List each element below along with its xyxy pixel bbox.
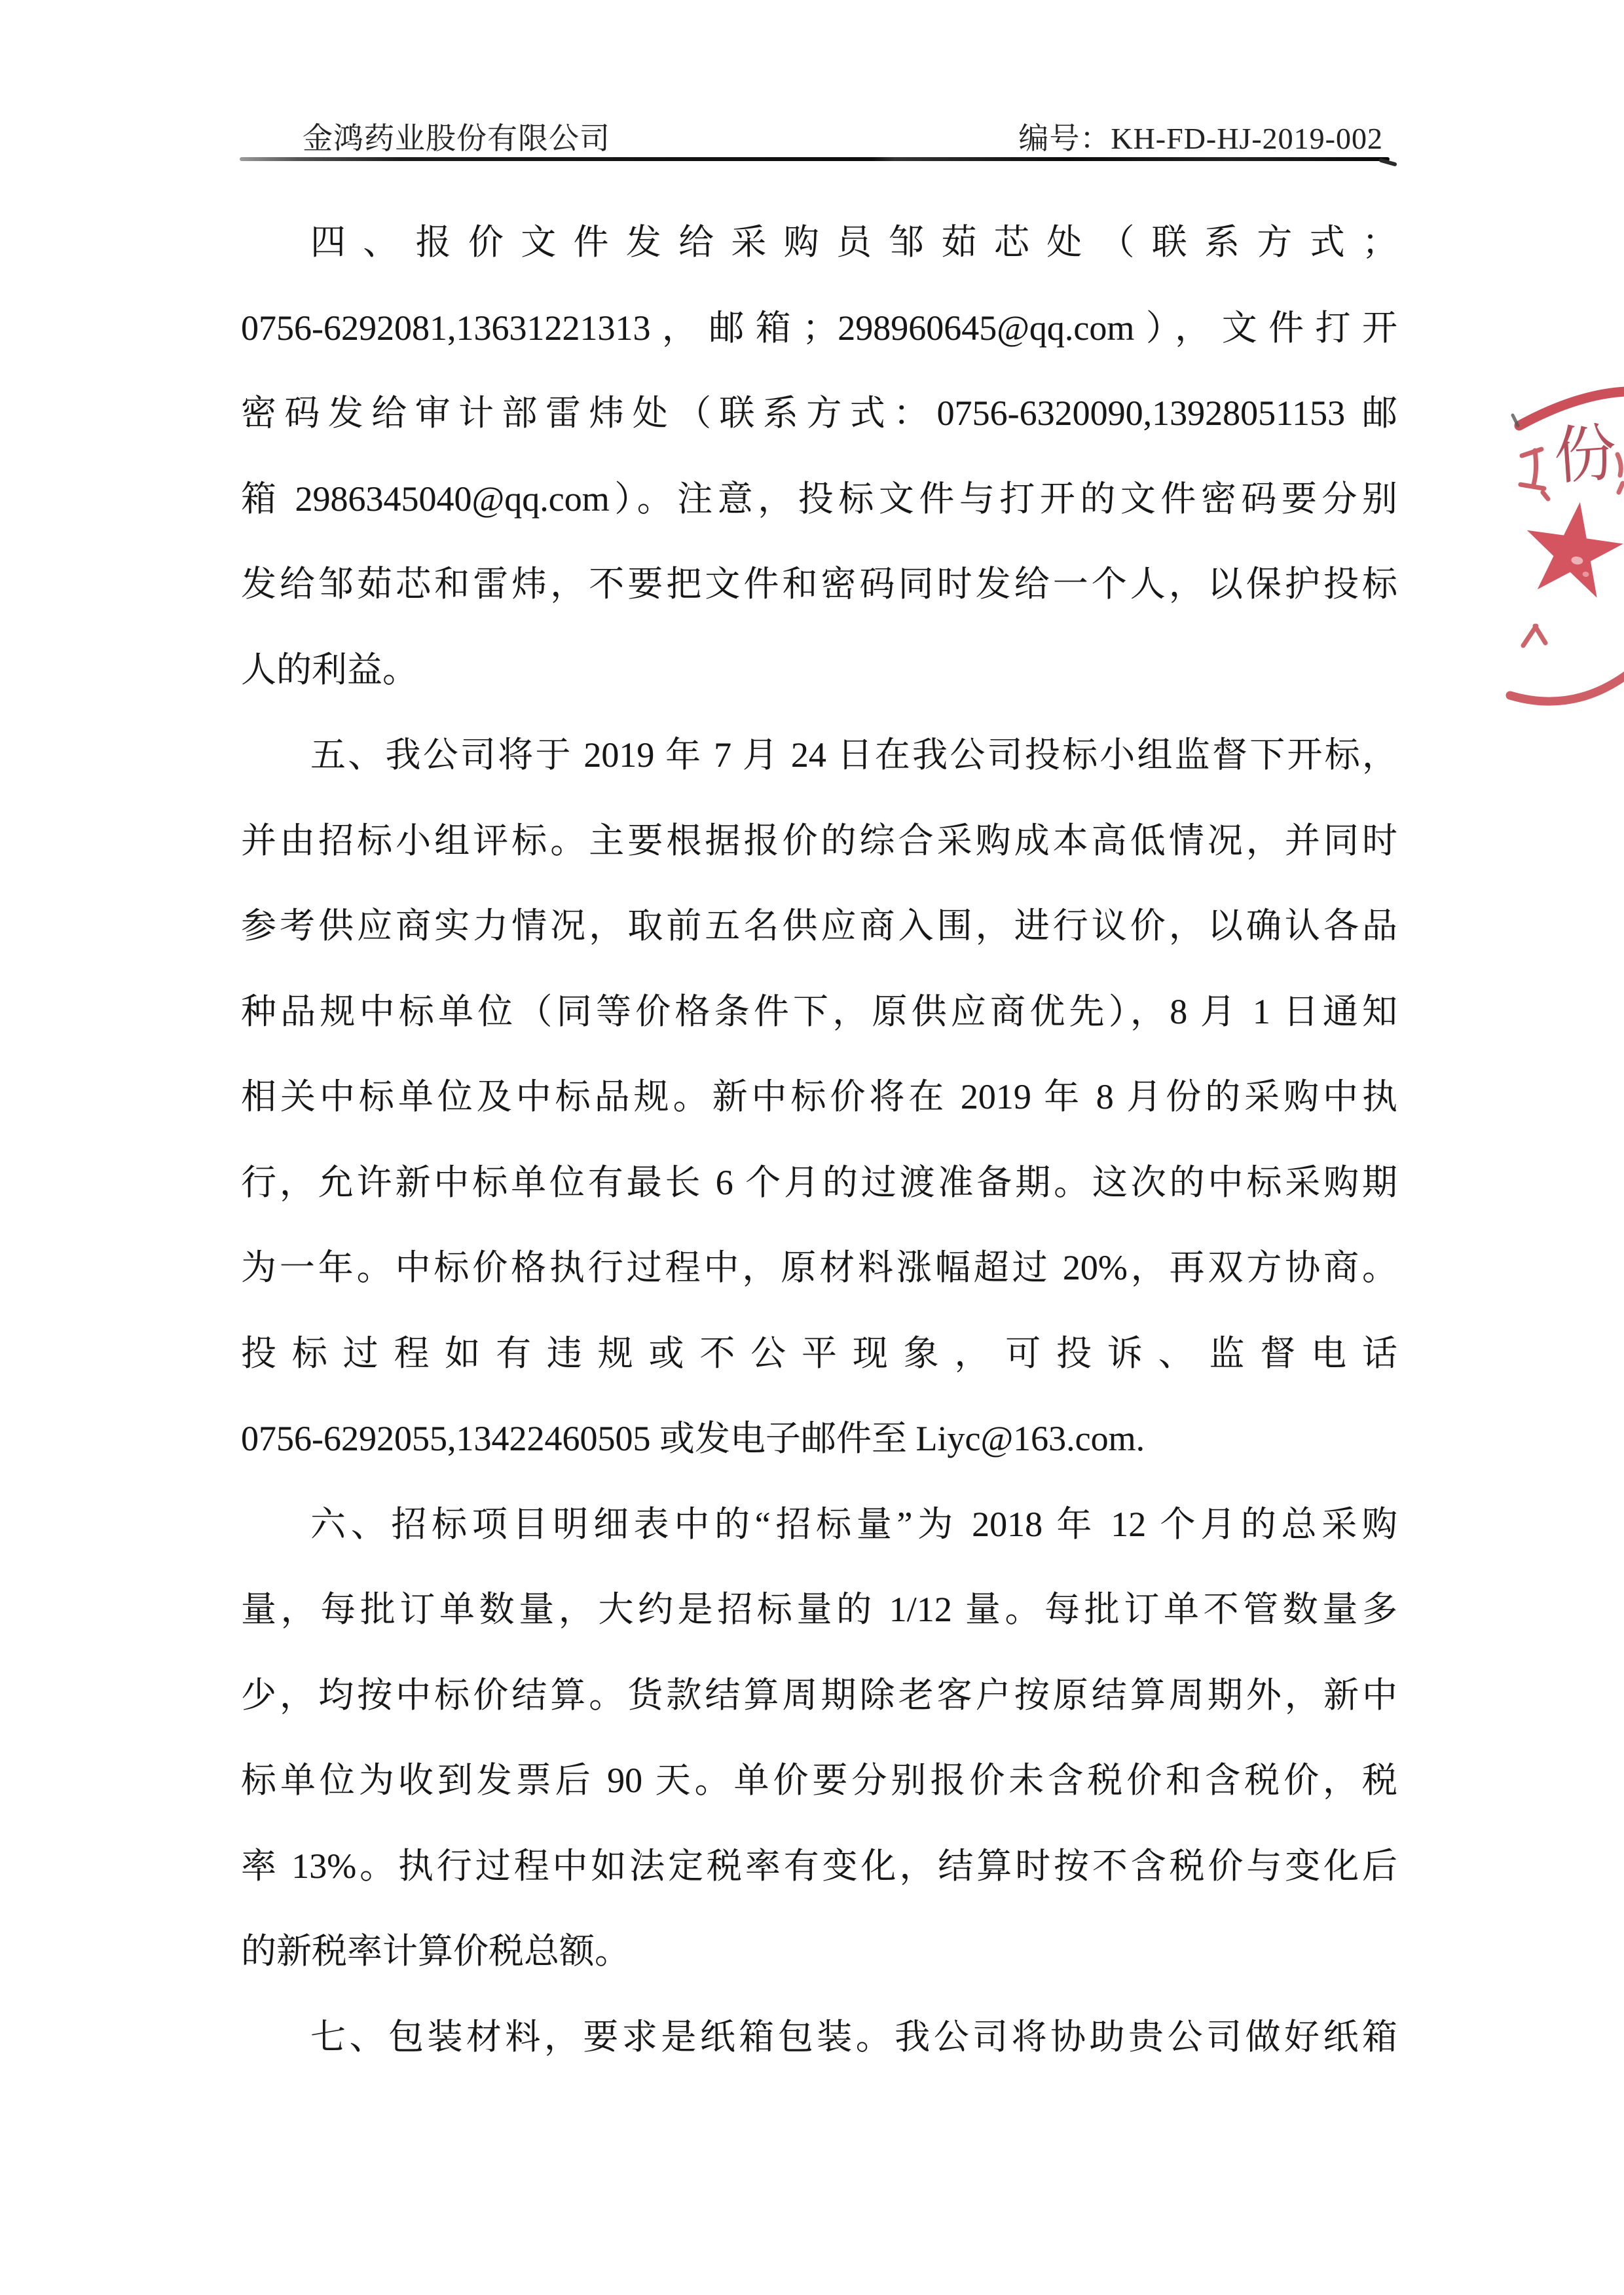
text-line: 投标过程如有违规或不公平现象，可投诉、监督电话 — [241, 1333, 1397, 1373]
seal-partial-strokes-left — [1521, 449, 1548, 499]
company-name: 金鸿药业股份有限公司 — [303, 122, 610, 155]
text-line: 并由招标小组评标。主要根据报价的综合采购成本高低情况，并同时 — [241, 820, 1397, 860]
text-line: 少，均按中标价结算。货款结算周期除老客户按原结算周期外，新中 — [241, 1675, 1397, 1715]
text-line: 种品规中标单位（同等价格条件下，原供应商优先），8 月 1 日通知 — [241, 991, 1397, 1031]
text-line: 人的利益。 — [241, 650, 418, 689]
text-line: 五、我公司将于 2019 年 7 月 24 日在我公司投标小组监督下开标， — [310, 735, 1397, 775]
text-line: 0756-6292081,13631221313，邮箱；298960645@qq.com），文件打开 — [241, 308, 1397, 348]
seal-partial-strokes-bottom — [1523, 626, 1545, 646]
page-header — [303, 115, 1383, 158]
text-line: 密码发给审计部雷炜处（联系方式：0756-6320090,13928051153 邮 — [241, 394, 1397, 433]
header-divider — [240, 157, 1390, 161]
star-icon — [1519, 495, 1624, 600]
text-line: 相关中标单位及中标品规。新中标价将在 2019 年 8 月份的采购中执 — [241, 1077, 1397, 1116]
text-line: 0756-6292055,13422460505 或发电子邮件至 Liyc@163.com. — [241, 1419, 1145, 1458]
seal-char: 份 — [1551, 417, 1619, 492]
text-line: 发给邹茹芯和雷炜，不要把文件和密码同时发给一个人，以保护投标 — [241, 564, 1397, 604]
text-line: 的新税率计算价税总额。 — [241, 1932, 630, 1971]
text-line: 率 13%。执行过程中如法定税率有变化，结算时按不含税价与变化后 — [241, 1846, 1397, 1886]
document-body — [241, 200, 1397, 2080]
text-line: 行，允许新中标单位有最长 6 个月的过渡准备期。这次的中标采购期 — [241, 1162, 1397, 1202]
text-line: 为一年。中标价格执行过程中，原材料涨幅超过 20%，再双方协商。 — [241, 1248, 1397, 1287]
text-line: 箱 2986345040@qq.com）。注意，投标文件与打开的文件密码要分别 — [241, 479, 1397, 519]
doc-number: 编号：KH-FD-HJ-2019-002 — [1018, 122, 1383, 155]
company-seal-stamp — [1479, 364, 1624, 733]
text-line: 标单位为收到发票后 90 天。单价要分别报价未含税价和含税价，税 — [241, 1761, 1397, 1800]
text-line: 七、包装材料，要求是纸箱包装。我公司将协助贵公司做好纸箱 — [310, 2017, 1397, 2057]
text-line: 六、招标项目明细表中的“招标量”为 2018 年 12 个月的总采购 — [310, 1504, 1397, 1544]
text-line: 参考供应商实力情况，取前五名供应商入围，进行议价，以确认各品 — [241, 906, 1397, 946]
text-line: 四、报价文件发给采购员邹茹芯处（联系方式； — [310, 223, 1397, 262]
seal-bottom-arc — [1510, 676, 1624, 701]
text-line: 量，每批订单数量，大约是招标量的 1/12 量。每批订单不管数量多 — [241, 1590, 1397, 1629]
